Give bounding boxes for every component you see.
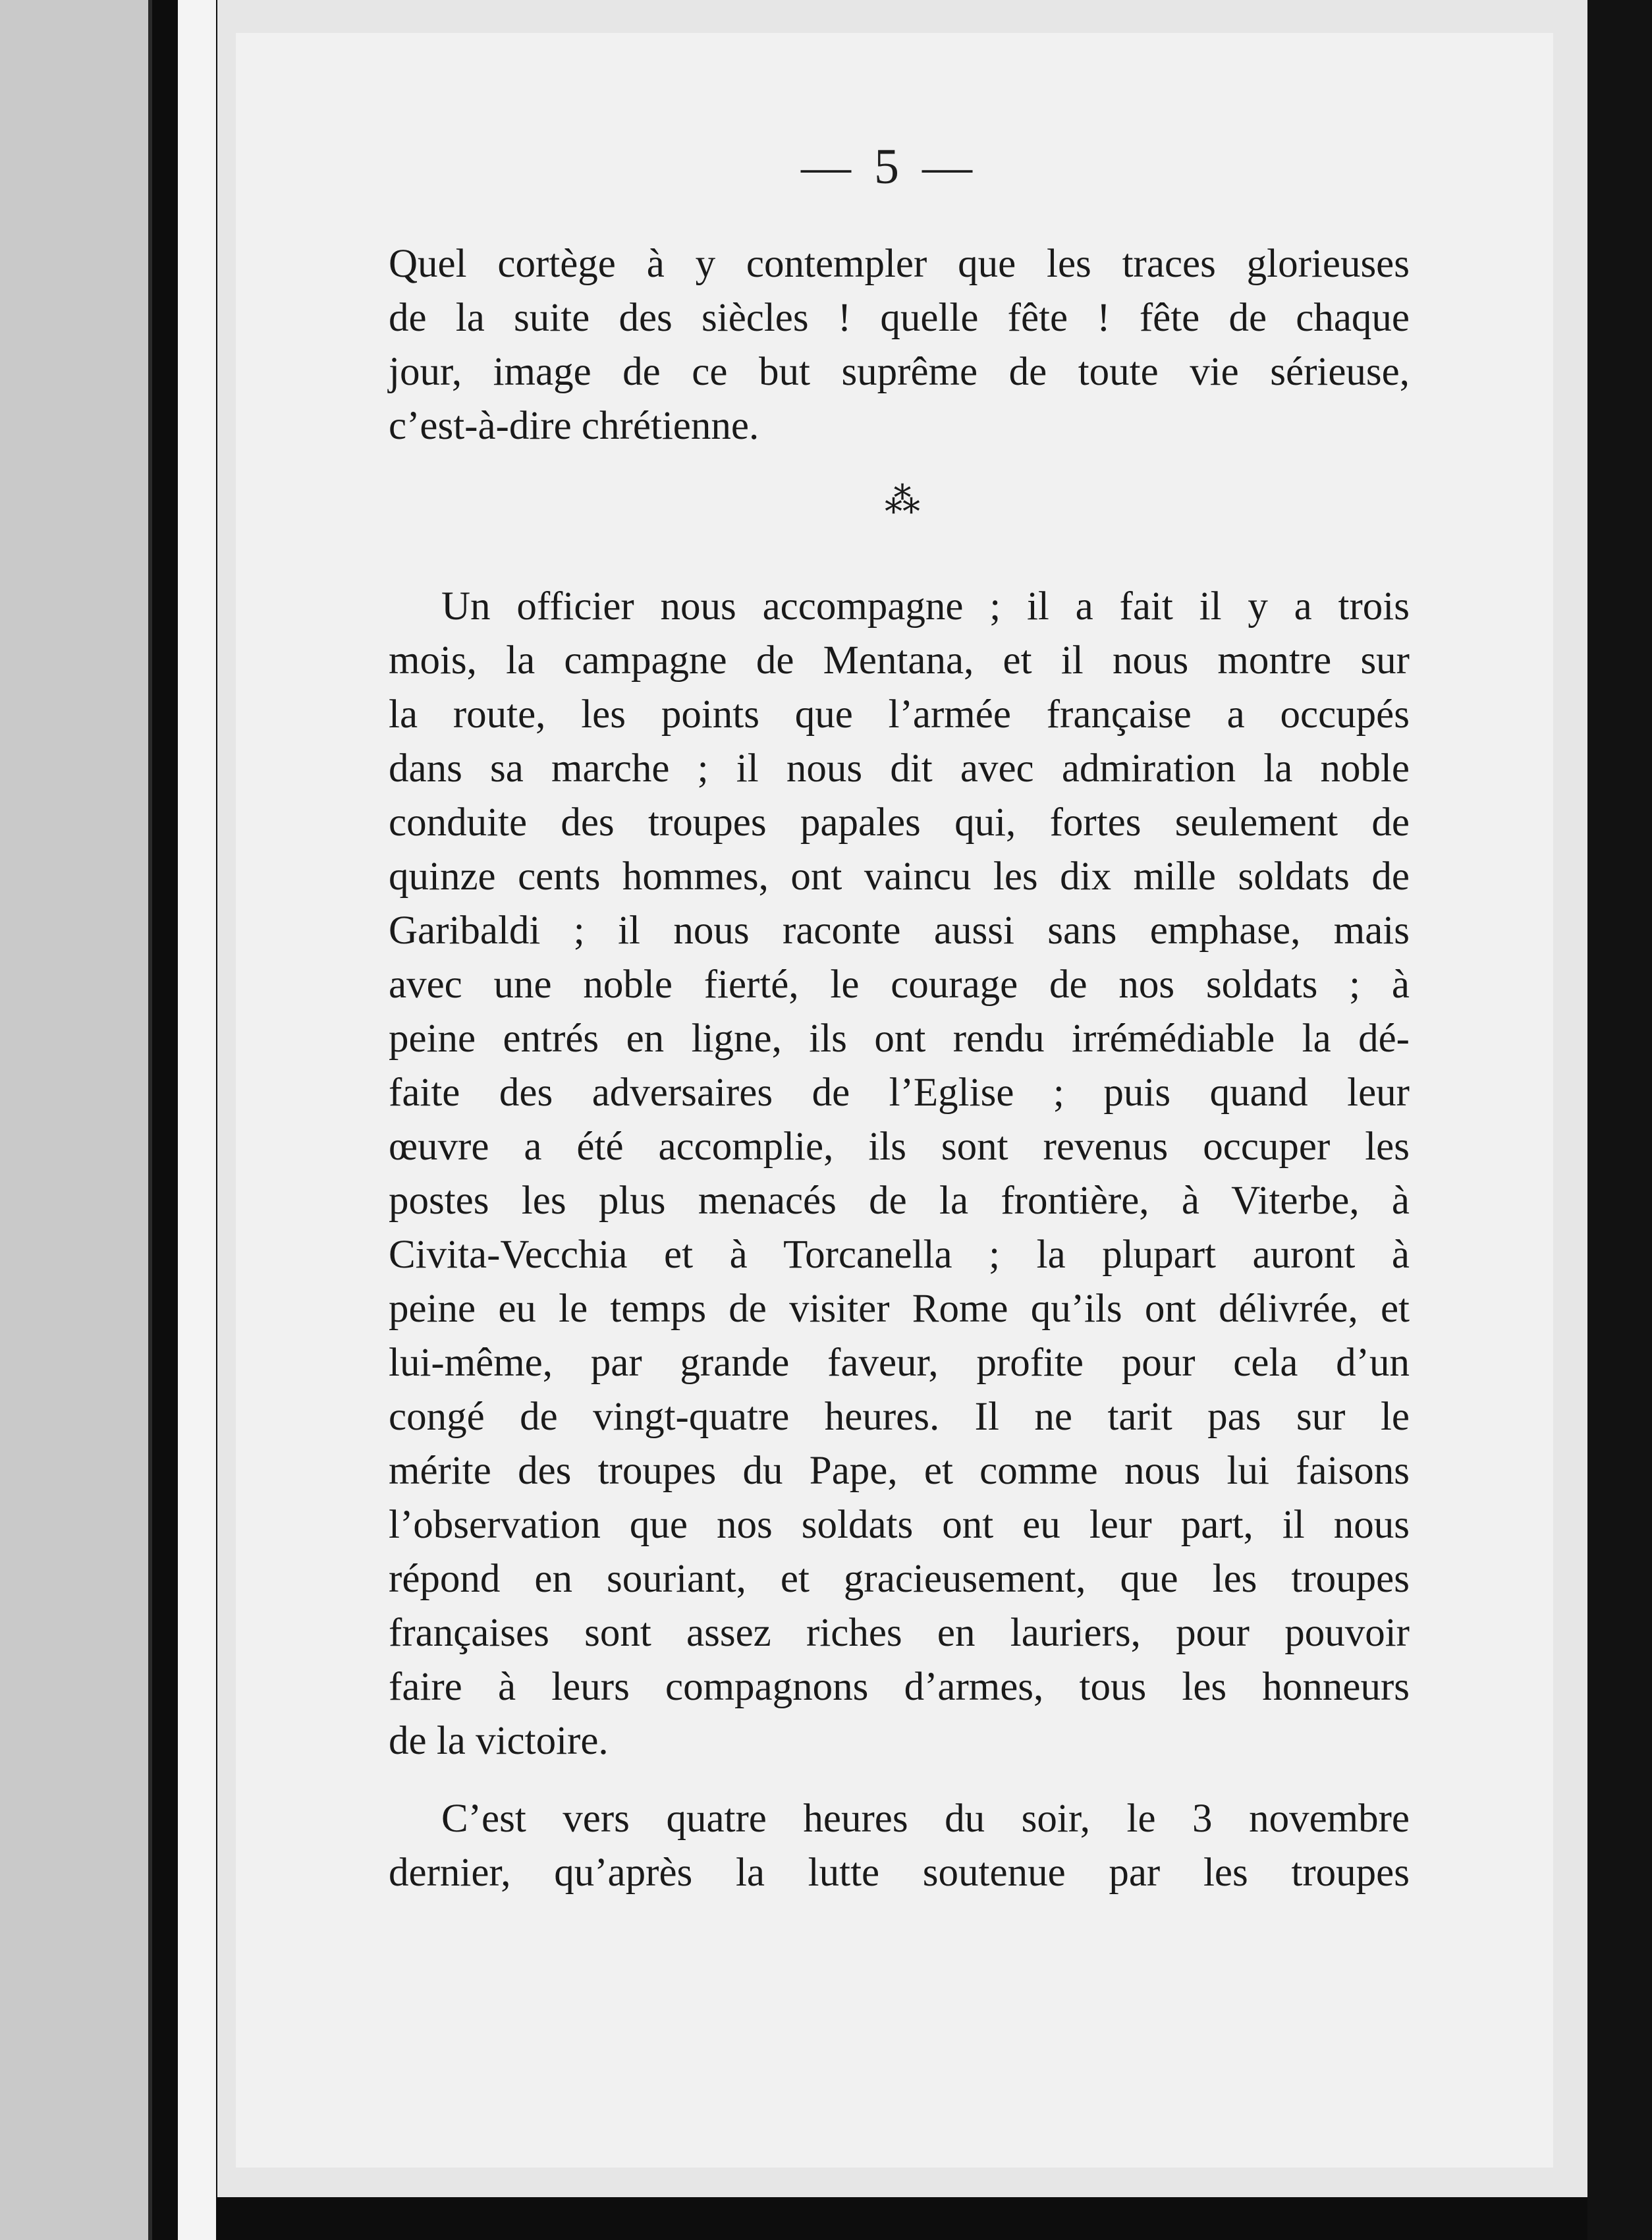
- paragraph-3: [389, 1792, 1410, 1900]
- text-line: c’est-à-dire chrétienne.: [389, 404, 759, 448]
- text-line: congé de vingt-quatre heures. Il ne tarit pas sur le: [389, 1395, 1410, 1439]
- text-line: œuvre a été accomplie, ils sont revenus occuper les: [389, 1125, 1410, 1169]
- text-line: mois, la campagne de Mentana, et il nous montre sur: [389, 638, 1410, 683]
- text-line: jour, image de ce but suprême de toute vie sérieuse,: [389, 350, 1410, 394]
- text-line: dernier, qu’après la lutte soutenue par les troupes: [389, 1851, 1410, 1895]
- text-line: lui-même, par grande faveur, profite pour cela d’un: [389, 1341, 1410, 1385]
- paragraph-2: [389, 580, 1410, 1768]
- asterism-ornament: ⁂: [885, 481, 920, 520]
- text-line: conduite des troupes papales qui, fortes seulement de: [389, 800, 1410, 845]
- text-line: faire à leurs compagnons d’armes, tous les honneurs: [389, 1665, 1410, 1709]
- page-gutter-strip: [178, 0, 216, 2240]
- text-line: l’observation que nos soldats ont eu leur part, il nous: [389, 1503, 1410, 1547]
- text-line: de la suite des siècles ! quelle fête ! fête de chaque: [389, 296, 1410, 340]
- facing-page-edge: [0, 0, 152, 2240]
- scan-border: [1587, 0, 1652, 2240]
- text-line: Un officier nous accompagne ; il a fait il y a trois: [441, 584, 1410, 629]
- text-line: peine entrés en ligne, ils ont rendu irrémédiable la dé-: [389, 1017, 1410, 1061]
- text-line: peine eu le temps de visiter Rome qu’ils ont délivrée, et: [389, 1287, 1410, 1331]
- text-line: Garibaldi ; il nous raconte aussi sans emphase, mais: [389, 909, 1410, 953]
- text-line: avec une noble fierté, le courage de nos soldats ; à: [389, 963, 1410, 1007]
- text-line: quinze cents hommes, ont vaincu les dix mille soldats de: [389, 854, 1410, 899]
- text-line: postes les plus menacés de la frontière, à Viterbe, à: [389, 1179, 1410, 1223]
- text-line: C’est vers quatre heures du soir, le 3 novembre: [441, 1797, 1410, 1841]
- text-line: Civita-Vecchia et à Torcanella ; la plupart auront à: [389, 1233, 1410, 1277]
- text-line: de la victoire.: [389, 1719, 609, 1763]
- text-line: françaises sont assez riches en lauriers, pour pouvoir: [389, 1611, 1410, 1655]
- paragraph-1: [389, 237, 1410, 453]
- text-line: mérite des troupes du Pape, et comme nous lui faisons: [389, 1449, 1410, 1493]
- text-line: faite des adversaires de l’Eglise ; puis quand leur: [389, 1071, 1410, 1115]
- page-number: — 5 —: [801, 139, 977, 194]
- text-line: dans sa marche ; il nous dit avec admiration la noble: [389, 746, 1410, 791]
- text-line: Quel cortège à y contempler que les traces glorieuses: [389, 242, 1410, 286]
- text-line: la route, les points que l’armée française a occupés: [389, 692, 1410, 737]
- text-line: répond en souriant, et gracieusement, que les troupes: [389, 1557, 1410, 1601]
